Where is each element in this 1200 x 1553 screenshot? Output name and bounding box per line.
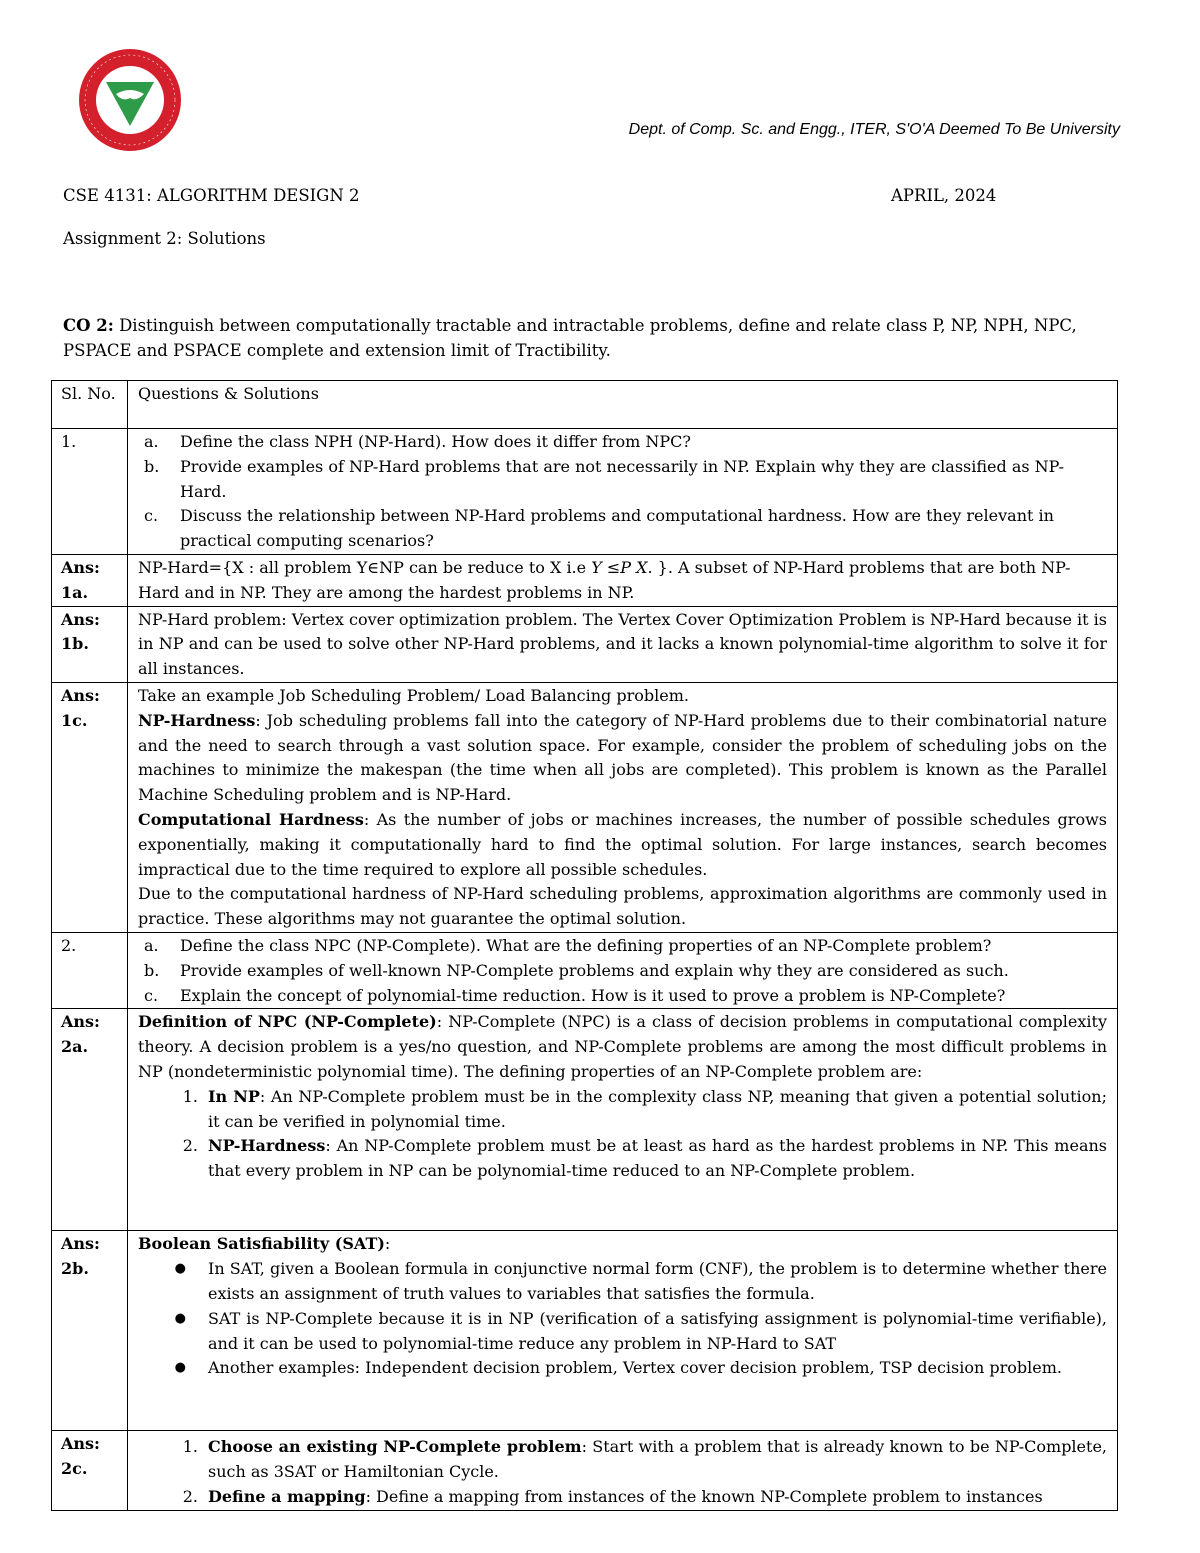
qa-table xyxy=(51,380,1118,1511)
exam-date: APRIL, 2024 xyxy=(891,186,997,205)
answer-label: Ans: 2a. xyxy=(52,1009,128,1231)
col-sl-header: Sl. No. xyxy=(52,381,128,429)
list-item: b. Provide examples of NP-Hard problems that are not necessarily in NP. Explain why they are classified as NP-Hard. xyxy=(144,456,1064,501)
course-outcome xyxy=(63,313,1123,363)
table-row: Ans: 2a. Definition of NPC (NP-Complete): NP-Complete (NPC) is a class of decision problems in computational complexity theory. A decision problem is a yes/no question, and NP-Complete problems are among the most difficult problems in NP (nondeterministic polynomial time). The defining properties of an NP-Complete problem are: 1. In NP: An NP-Complete problem must be in the complexity class NP, meaning that given a potential solution; it can be verified in polynomial time. 2. NP-Hardness: An NP-Complete problem must be at least as hard as the hardest problems in NP. This means that every problem in NP can be polynomial-time reduced to an NP-Complete problem. xyxy=(52,1009,1118,1231)
answer-label: Ans: 2b. xyxy=(52,1231,128,1431)
assignment-title: Assignment 2: Solutions xyxy=(63,229,266,248)
table-row xyxy=(52,429,1118,555)
math-expression: Y ≤P X. xyxy=(591,557,653,577)
question-list xyxy=(138,934,1107,1008)
table-row: Ans: 2b. Boolean Satisfiability (SAT): ● In SAT, given a Boolean formula in conjunctive normal form (CNF), the problem is to determine whether there exists an assignment of truth values to variables that satisfies the formula. ● SAT is NP-Complete because it is in NP (verification of a satisfying assignment is polynomial-time verifiable), and it can be used to polynomial-time reduce any problem in NP-Hard to SAT ● Another examples: Independent decision problem, Vertex cover decision problem, TSP decision problem. xyxy=(52,1231,1118,1431)
row-number: 1. xyxy=(52,429,128,555)
property-list xyxy=(138,1085,1107,1184)
list-item: a. Define the class NPH (NP-Hard). How does it differ from NPC? xyxy=(144,432,691,451)
table-row xyxy=(52,606,1118,682)
bullet-list xyxy=(138,1257,1107,1381)
step-list xyxy=(138,1435,1107,1509)
list-item: ● SAT is NP-Complete because it is in NP (verification of a satisfying assignment is polynomial-time verifiable), and it can be used to polynomial-time reduce any problem in NP-Hard to SAT xyxy=(138,1307,1107,1357)
col-questions-header: Questions & Solutions xyxy=(128,381,1118,429)
table-row xyxy=(52,1431,1118,1510)
list-item: c. Explain the concept of polynomial-time reduction. How is it used to prove a problem is NP-Complete? xyxy=(144,985,1006,1005)
course-title: CSE 4131: ALGORITHM DESIGN 2 xyxy=(63,186,360,205)
list-item: 2. NP-Hardness: An NP-Complete problem must be at least as hard as the hardest problems in NP. This means that every problem in NP can be polynomial-time reduced to an NP-Complete problem. xyxy=(182,1136,1107,1181)
answer-label: Ans: 1c. xyxy=(52,682,128,932)
bullet-icon: ● xyxy=(174,1360,186,1376)
answer-text: NP-Hard problem: Vertex cover optimization problem. The Vertex Cover Optimization Problem is NP-Hard because it is in NP and can be used to solve other NP-Hard problems, and it lacks a known polynomial-time algorithm to solve it for all instances. xyxy=(128,606,1118,682)
bullet-icon: ● xyxy=(174,1261,186,1277)
answer-intro: Take an example Job Scheduling Problem/ Load Balancing problem. xyxy=(138,685,689,705)
list-item: c. Discuss the relationship between NP-Hard problems and computational hardness. How are they relevant in practical computing scenarios? xyxy=(144,506,1054,551)
co-text: Distinguish between computationally tractable and intractable problems, define and relate class P, NP, NPH, NPC, PSPACE and PSPACE complete and extension limit of Tractibility. xyxy=(63,316,1077,360)
list-item: a. Define the class NPC (NP-Complete). What are the defining properties of an NP-Complete problem? xyxy=(144,935,992,955)
answer-label: Ans: 2c. xyxy=(52,1431,128,1510)
list-item: ● Another examples: Independent decision problem, Vertex cover decision problem, TSP decision problem. xyxy=(138,1356,1107,1381)
bullet-icon: ● xyxy=(174,1310,186,1326)
list-item: ● In SAT, given a Boolean formula in conjunctive normal form (CNF), the problem is to determine whether there exists an assignment of truth values to variables that satisfies the formula. xyxy=(138,1257,1107,1307)
answer-label: Ans: 1a. xyxy=(52,554,128,606)
table-row xyxy=(52,932,1118,1008)
answer-label: Ans: 1b. xyxy=(52,606,128,682)
list-item: 1. Choose an existing NP-Complete problem: Start with a problem that is already known to be NP-Complete, such as 3SAT or Hamiltonian Cycle. xyxy=(182,1437,1108,1482)
university-logo xyxy=(76,46,184,154)
row-number: 2. xyxy=(52,932,128,1008)
list-item: 2. Define a mapping: Define a mapping from instances of the known NP-Complete problem to instances xyxy=(182,1486,1043,1506)
table-header-row xyxy=(52,381,1118,429)
list-item: b. Provide examples of well-known NP-Complete problems and explain why they are considered as such. xyxy=(144,960,1009,980)
table-row: Ans: 1c. Take an example Job Scheduling Problem/ Load Balancing problem. NP-Hardness: Job scheduling problems fall into the category of NP-Hard problems due to their combinatorial nature and the need to search through a vast solution space. For example, consider the problem of scheduling jobs on the machines to minimize the makespan (the time when all jobs are completed). This problem is known as the Parallel Machine Scheduling problem and is NP-Hard. Computational Hardness: As the number of jobs or machines increases, the number of possible schedules grows exponentially, making it computationally hard to find the optimal solution. For large instances, search becomes impractical due to the time required to explore all possible schedules. Due to the computational hardness of NP-Hard scheduling problems, approximation algorithms are commonly used in practice. These algorithms may not guarantee the optimal solution. xyxy=(52,682,1118,932)
department-line: Dept. of Comp. Sc. and Engg., ITER, S'O'A Deemed To Be University xyxy=(628,121,1120,138)
question-list xyxy=(138,430,1107,554)
co-label: CO 2: xyxy=(63,316,114,335)
list-item: 1. In NP: An NP-Complete problem must be in the complexity class NP, meaning that given a potential solution; it can be verified in polynomial time. xyxy=(182,1086,1108,1131)
table-row: Ans: 1a. NP-Hard={X : all problem Y∈NP can be reduce to X i.e Y ≤P X. }. A subset of NP-Hard problems that are both NP-Hard and in NP. They are among the hardest problems in NP. xyxy=(52,554,1118,606)
